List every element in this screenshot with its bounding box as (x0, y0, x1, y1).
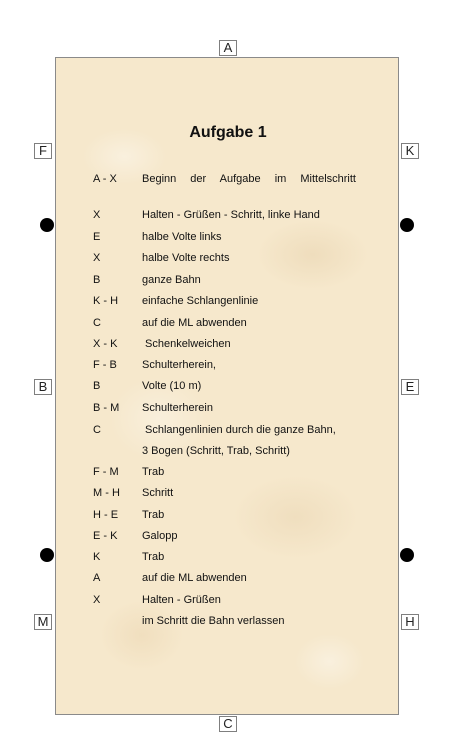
arena-point-dot (400, 548, 414, 562)
step-description: Schulterherein, (142, 359, 216, 371)
test-step-row (56, 487, 400, 507)
test-step-row (56, 173, 400, 193)
step-code: B - M (93, 402, 120, 414)
step-code: C (93, 424, 101, 436)
step-code: A (93, 572, 101, 584)
step-description: Trab (142, 551, 165, 563)
test-step-row (56, 424, 400, 444)
step-code: B (93, 380, 101, 392)
step-code: C (93, 317, 101, 329)
step-description: Schlangenlinien durch die ganze Bahn, (145, 424, 336, 436)
step-code: A - X (93, 173, 117, 185)
step-description: einfache Schlangenlinie (142, 295, 259, 307)
test-step-row (56, 445, 400, 465)
step-description: Volte (10 m) (142, 380, 202, 392)
test-step-row (56, 615, 400, 635)
step-code: X (93, 594, 101, 606)
test-step-row (56, 551, 400, 571)
arena-marker-f: F (34, 143, 52, 159)
step-description: Schenkelweichen (145, 338, 231, 350)
step-description: Trab (142, 466, 165, 478)
test-step-row (56, 466, 400, 486)
step-description: 3 Bogen (Schritt, Trab, Schritt) (142, 445, 290, 457)
arena-marker-h: H (401, 614, 419, 630)
step-code: K - H (93, 295, 119, 307)
arena-point-dot (400, 218, 414, 232)
test-step-row (56, 530, 400, 550)
test-step-row (56, 295, 400, 315)
step-code: F - M (93, 466, 119, 478)
test-step-row (56, 252, 400, 272)
test-step-row (56, 402, 400, 422)
arena-marker-k: K (401, 143, 419, 159)
test-step-row (56, 338, 400, 358)
step-code: E - K (93, 530, 118, 542)
step-description: Schritt (142, 487, 174, 499)
step-code: B (93, 274, 101, 286)
test-step-row (56, 231, 400, 251)
arena-marker-b: B (34, 379, 52, 395)
step-description: Halten - Grüßen - Schritt, linke Hand (142, 209, 320, 221)
step-description: Halten - Grüßen (142, 594, 221, 606)
step-description: Schulterherein (142, 402, 213, 414)
test-step-row (56, 209, 400, 229)
step-code: E (93, 231, 101, 243)
test-step-row (56, 359, 400, 379)
test-step-row (56, 380, 400, 400)
step-description: Beginn der Aufgabe im Mittelschritt (142, 173, 356, 185)
test-step-row (56, 274, 400, 294)
step-description: halbe Volte links (142, 231, 222, 243)
step-code: K (93, 551, 101, 563)
step-description: halbe Volte rechts (142, 252, 230, 264)
arena-marker-a: A (219, 40, 237, 56)
arena-marker-e: E (401, 379, 419, 395)
step-code: X - K (93, 338, 118, 350)
test-title: Aufgabe 1 (189, 124, 267, 141)
step-description: im Schritt die Bahn verlassen (142, 615, 285, 627)
test-step-row (56, 572, 400, 592)
arena-marker-m: M (34, 614, 52, 630)
step-code: H - E (93, 509, 119, 521)
step-code: M - H (93, 487, 120, 499)
step-description: auf die ML abwenden (142, 572, 247, 584)
step-description: Galopp (142, 530, 178, 542)
arena-point-dot (40, 548, 54, 562)
test-step-row (56, 594, 400, 614)
step-description: auf die ML abwenden (142, 317, 247, 329)
arena-point-dot (40, 218, 54, 232)
test-step-row (56, 317, 400, 337)
arena-card (55, 57, 399, 715)
step-code: X (93, 209, 101, 221)
arena-marker-c: C (219, 716, 237, 732)
step-description: ganze Bahn (142, 274, 201, 286)
step-description: Trab (142, 509, 165, 521)
step-code: X (93, 252, 101, 264)
test-step-row (56, 509, 400, 529)
step-code: F - B (93, 359, 117, 371)
